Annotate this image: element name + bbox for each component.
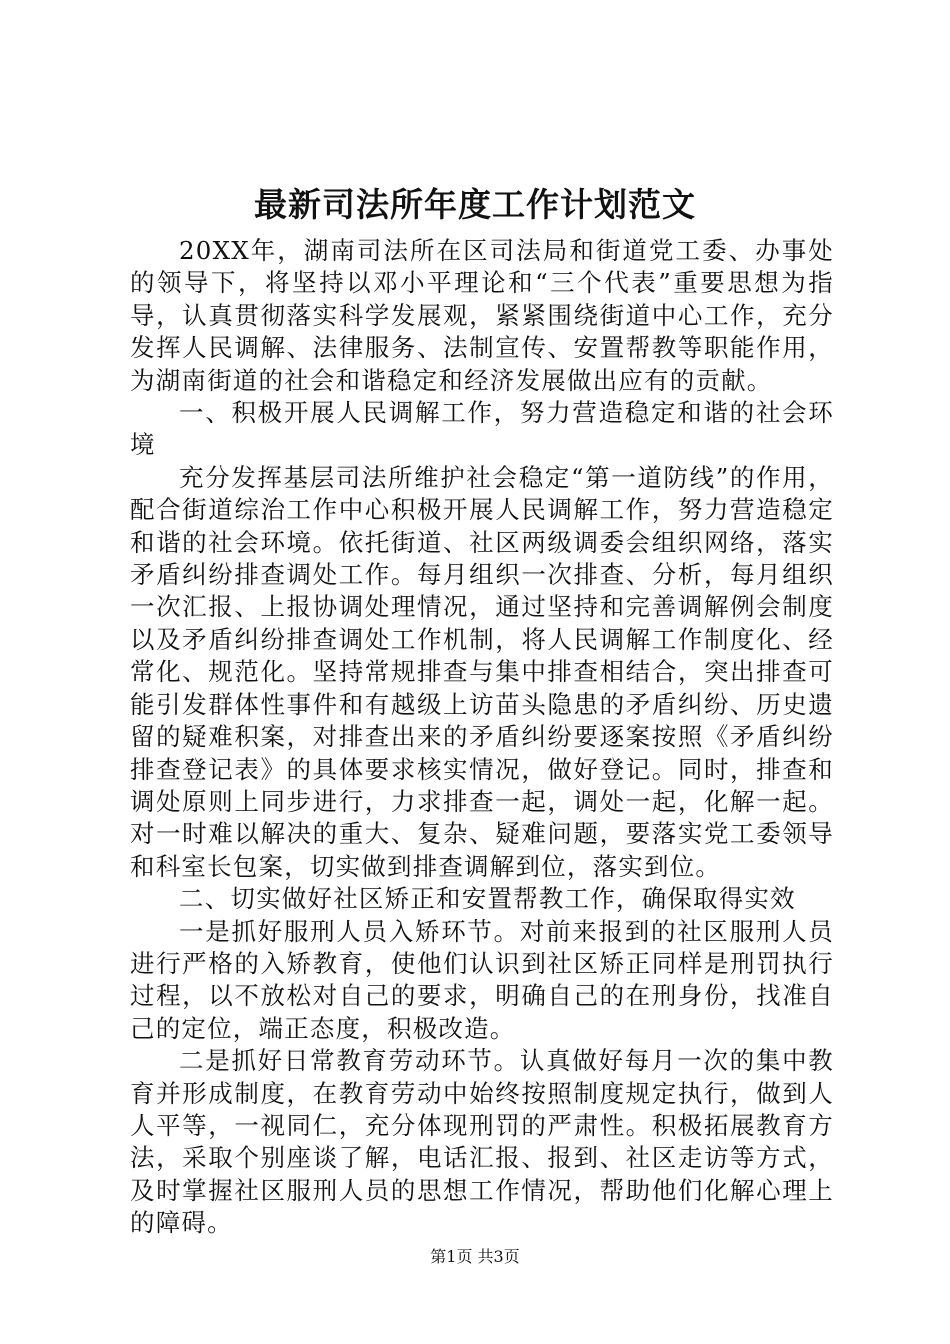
document-body bbox=[130, 235, 834, 1240]
paragraph-intro: 20XX年，湖南司法所在区司法局和街道党工委、办事处的领导下，将坚持以邓小平理论和“三个代表”重要思想为指导，认真贯彻落实科学发展观，紧紧围绕街道中心工作，充分发挥人民调解、法律服务、法制宣传、安置帮教等职能作用，为湖南街道的社会和谐稳定和经济发展做出应有的贡献。 bbox=[130, 236, 834, 395]
page-number-footer: 第1页 共3页 bbox=[430, 1247, 520, 1266]
section-heading-2: 二、切实做好社区矫正和安置帮教工作，确保取得实效 bbox=[179, 884, 796, 914]
paragraph-mediation: 充分发挥基层司法所维护社会稳定“第一道防线”的作用，配合街道综治工作中心积极开展人民调解工作，努力营造稳定和谐的社会环境。依托街道、社区两级调委会组织网络，落实矛盾纠纷排查调处工作。每月组织一次排查、分析，每月组织一次汇报、上报协调处理情况，通过坚持和完善调解例会制度以及矛盾纠纷排查调处工作机制，将人民调解工作制度化、经常化、规范化。坚持常规排查与集中排查相结合，突出排查可能引发群体性事件和有越级上访苗头隐患的矛盾纠纷、历史遗留的疑难积案，对排查出来的矛盾纠纷要逐案按照《矛盾纠纷排查登记表》的具体要求核实情况，做好登记。同时，排查和调处原则上同步进行，力求排查一起，调处一起，化解一起。对一时难以解决的重大、复杂、疑难问题，要落实党工委领导和科室长包案，切实做到排查调解到位，落实到位。 bbox=[130, 462, 834, 881]
section-heading-1: 一、积极开展人民调解工作，努力营造稳定和谐的社会环境 bbox=[130, 398, 834, 460]
paragraph-intake: 一是抓好服刑人员入矫环节。对前来报到的社区服刑人员进行严格的入矫教育，使他们认识到社区矫正同样是刑罚执行过程，以不放松对自己的要求，明确自己的在刑身份，找准自己的定位，端正态度，积极改造。 bbox=[130, 916, 834, 1043]
document-title: 最新司法所年度工作计划范文 bbox=[254, 185, 696, 224]
paragraph-daily-education: 二是抓好日常教育劳动环节。认真做好每月一次的集中教育并形成制度，在教育劳动中始终按照制度规定执行，做到人人平等，一视同仁，充分体现刑罚的严肃性。积极拓展教育方法，采取个别座谈了解，电话汇报、报到、社区走访等方式，及时掌握社区服刑人员的思想工作情况，帮助他们化解心理上的障碍。 bbox=[130, 1046, 834, 1238]
